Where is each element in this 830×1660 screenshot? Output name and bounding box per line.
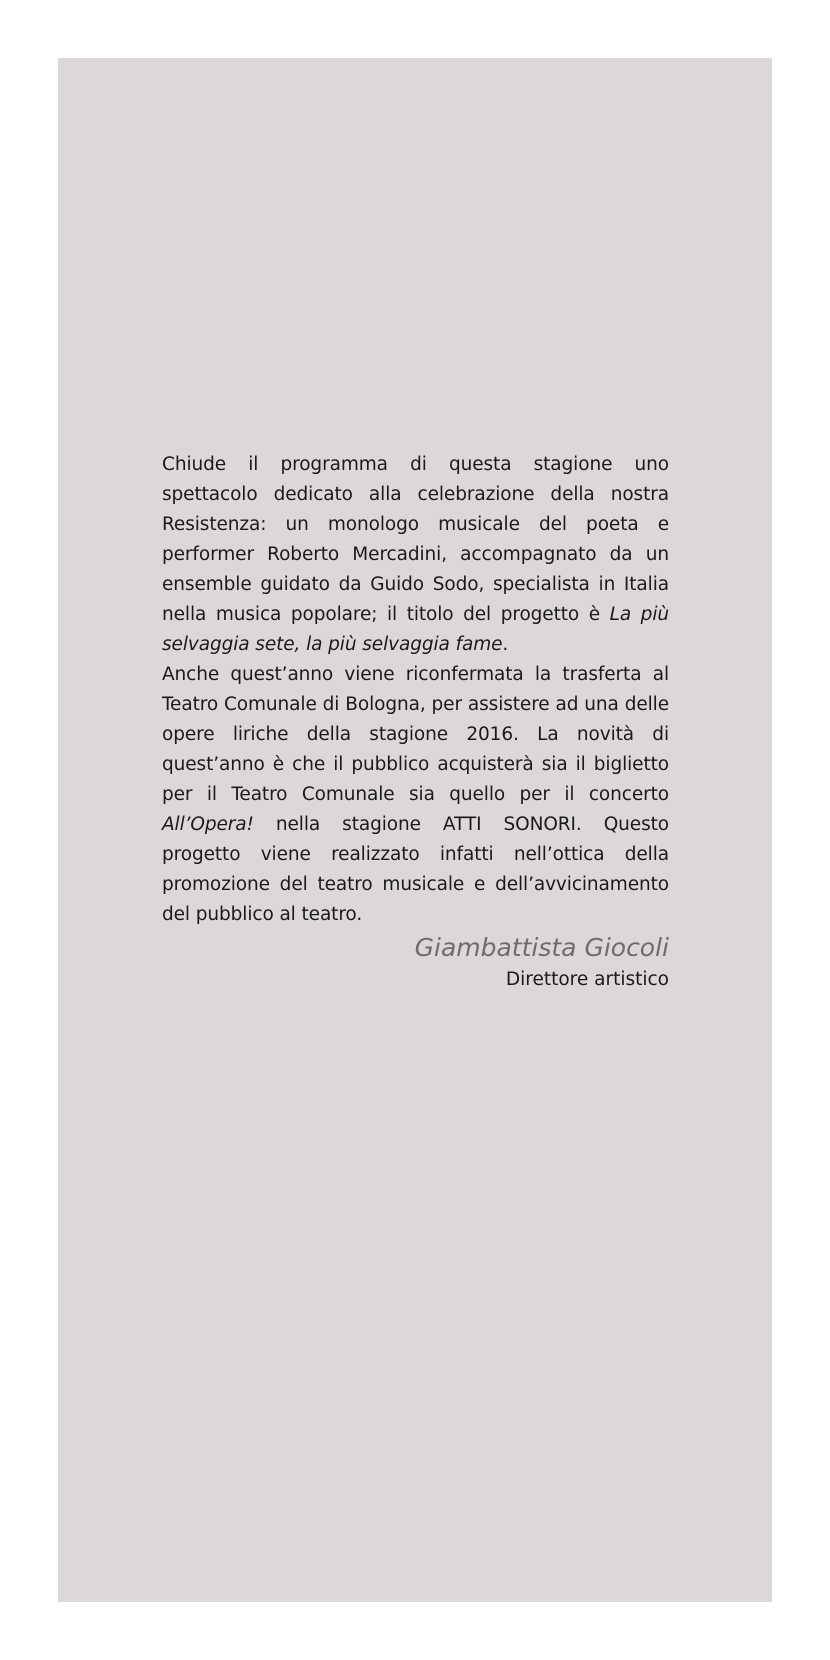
signature-name: Giambattista Giocoli [414,933,669,962]
paragraph-programma [162,450,669,660]
signature [162,931,669,995]
body-text [162,450,669,930]
show-title: La più selvaggia sete, la più selvaggia fame [162,604,669,655]
concert-title: All’Opera! [162,814,254,835]
paragraph-text-end: nella stagione ATTI SONORI. Questo progetto viene realizzato infatti nell’ottica della promozione del teatro musicale e dell’avvicinamento del pubblico al teatro. [162,814,669,925]
paragraph-text: Chiude il programma di questa stagione uno spettacolo dedicato alla celebrazione della nostra Resistenza: un monologo musicale del poeta e performer Roberto Mercadini, accompagnato da un ensemble guidato da Guido Sodo, specialista in Italia nella musica popolare; il titolo del progetto è [162,454,669,625]
signature-role: Direttore artistico [505,969,669,990]
paragraph-text: Anche quest’anno viene riconfermata la trasferta al Teatro Comunale di Bologna, per assistere ad una delle opere liriche della stagione 2016. La novità di quest’anno è che il pubblico acquisterà sia il biglietto per il Teatro Comunale sia quello per il concerto [162,664,669,805]
paragraph-text-end: . [502,634,509,655]
paragraph-trasferta [162,660,669,930]
